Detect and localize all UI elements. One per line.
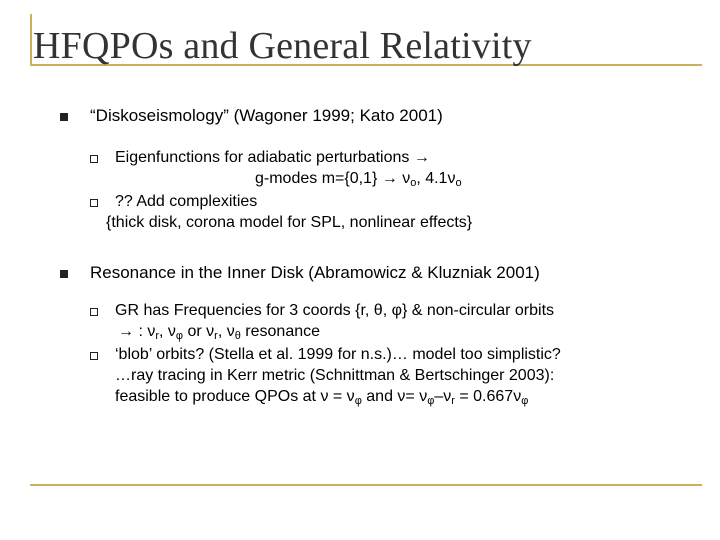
- sub-bullet-hollow-square-icon: [90, 155, 98, 163]
- sub-bullet-1-1-line2: g-modes m={0,1} → νo, 4.1νo: [255, 170, 462, 189]
- sub-bullet-1-2-line2: {thick disk, corona model for SPL, nonlinear effects}: [106, 214, 473, 231]
- slide-title: HFQPOs and General Relativity: [33, 25, 532, 67]
- sub-bullet-2-2-line1: ‘blob’ orbits? (Stella et al. 1999 for n.s.)… model too simplistic?: [115, 346, 561, 363]
- title-accent-vertical-rule: [30, 14, 32, 66]
- sub-bullet-2-1-line1: GR has Frequencies for 3 coords {r, θ, φ} & non-circular orbits: [115, 302, 555, 319]
- footer-rule: [30, 484, 702, 486]
- bullet-1-text: “Diskoseismology” (Wagoner 1999; Kato 2001): [90, 106, 443, 125]
- sub-bullet-hollow-square-icon: [90, 352, 98, 360]
- bullet-square-icon: [60, 113, 68, 121]
- sub-bullet-1-1-line1: Eigenfunctions for adiabatic perturbations →: [115, 149, 430, 166]
- sub-bullet-2-2-line2: …ray tracing in Kerr metric (Schnittman & Bertschinger 2003):: [115, 367, 555, 384]
- sub-bullet-2-2-line3: feasible to produce QPOs at ν = νφ and ν= νφ–νr = 0.667νφ: [115, 388, 529, 407]
- sub-bullet-hollow-square-icon: [90, 199, 98, 207]
- bullet-square-icon: [60, 270, 68, 278]
- sub-bullet-1-2-line1: ?? Add complexities: [115, 193, 258, 210]
- bullet-2-text: Resonance in the Inner Disk (Abramowicz & Kluzniak 2001): [90, 263, 540, 282]
- sub-bullet-hollow-square-icon: [90, 308, 98, 316]
- sub-bullet-2-1-line2: → : νr, νφ or νr, νθ resonance: [118, 323, 321, 342]
